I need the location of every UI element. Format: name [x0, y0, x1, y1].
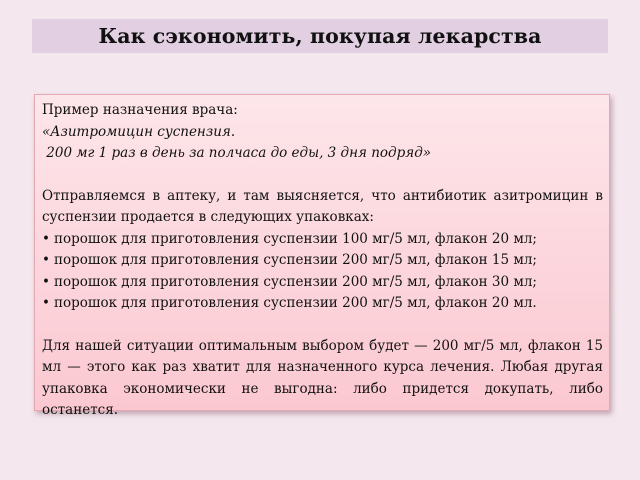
package-text: порошок для приготовления суспензии 200 мг/5 мл, флакон 15 мл; — [54, 252, 537, 268]
slide-title: Как сэкономить, покупая лекарства — [98, 24, 542, 48]
package-text: порошок для приготовления суспензии 100 мг/5 мл, флакон 20 мл; — [54, 230, 537, 247]
package-text: порошок для приготовления суспензии 200 мг/5 мл, флакон 30 мл; — [54, 273, 537, 290]
bullet-icon: • — [42, 230, 50, 247]
list-item — [42, 229, 603, 251]
prescription-line-1: «Азитромицин суспензия. — [42, 123, 236, 140]
prescription-line-2: 200 мг 1 раз в день за полчаса до еды, 3 дня подряд» — [42, 145, 432, 161]
bullet-icon: • — [42, 273, 50, 290]
package-list — [42, 229, 603, 315]
package-text: порошок для приготовления суспензии 200 мг/5 мл, флакон 20 мл. — [54, 295, 537, 311]
bullet-icon: • — [42, 252, 50, 268]
pharmacy-text: Отправляемся в аптеку, и там выясняется, что антибиотик азитромицин в суспензии продается в следующих упаковках: — [42, 187, 603, 225]
spacer — [42, 165, 603, 186]
conclusion-text: Для нашей ситуации оптимальным выбором будет — 200 мг/5 мл, флакон 15 мл — этого как раз хватит для назначенного курса лечения. Любая другая упаковка экономически не выгодна: либо придется докупать, либо останется. — [42, 337, 603, 418]
intro-label: Пример назначения врача: — [42, 102, 238, 118]
content-card — [34, 94, 610, 418]
list-item — [42, 272, 603, 294]
spacer — [42, 315, 603, 336]
list-item — [42, 250, 603, 272]
list-item — [42, 293, 603, 315]
title-bar — [32, 19, 608, 53]
bullet-icon: • — [42, 295, 50, 311]
